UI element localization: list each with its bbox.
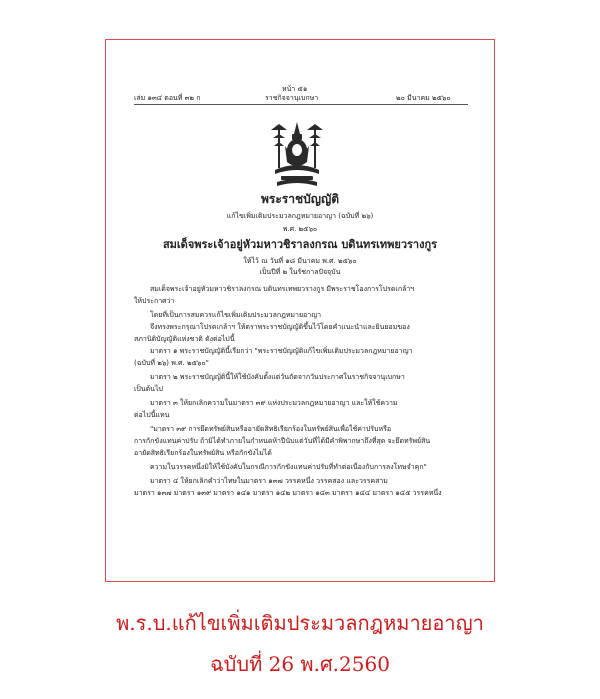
act-year: พ.ศ. ๒๕๖๐ bbox=[282, 225, 318, 233]
body-line: อายัดสิทธิเรียกร้องในทรัพย์สิน หรือกักขังไม่ได้ bbox=[134, 449, 272, 457]
body-line: "มาตรา ๓๙ การยึดทรัพย์สินหรืออายัดสิทธิเรียกร้องในทรัพย์สินเพื่อใช้ค่าปรับหรือ bbox=[150, 425, 392, 433]
body-line: มาตรา ๓ ให้ยกเลิกความในมาตรา ๓๙ แห่งประมวลกฎหมายอาญา และให้ใช้ความ bbox=[150, 399, 398, 407]
given-date: ให้ไว้ ณ วันที่ ๑๘ มีนาคม พ.ศ. ๒๕๖๐ bbox=[243, 257, 357, 265]
document-frame bbox=[105, 39, 495, 582]
header-date: ๒๐ มีนาคม ๒๕๖๐ bbox=[396, 94, 451, 102]
body-line: มาตรา ๔ ให้ยกเลิกคำว่าไทษในมาตรา ๑๓๗ วรรคหนึ่ง วรรคสอง และวรรคสาม bbox=[150, 477, 388, 485]
caption-subtitle: ฉบับที่ 26 พ.ศ.2560 bbox=[210, 652, 390, 676]
body-line: (ฉบับที่ ๒๖) พ.ศ. ๒๕๖๐" bbox=[134, 359, 209, 367]
header-rule bbox=[134, 104, 468, 105]
volume-info: เล่ม ๑๓๔ ตอนที่ ๓๒ ก bbox=[134, 94, 201, 102]
body-line: สภานิติบัญญัติแห่งชาติ ดังต่อไปนี้ bbox=[134, 335, 235, 343]
body-line: โดยที่เป็นการสมควรแก้ไขเพิ่มเติมประมวลกฎหมายอาญา bbox=[150, 311, 322, 319]
body-line: สมเด็จพระเจ้าอยู่หัวมหาวชิราลงกรณ บดินทรเทพยวรางกูร มีพระราชโองการโปรดเกล้าฯ bbox=[150, 285, 415, 293]
body-line: การกักขังแทนค่าปรับ ถ้ามิได้ทำภายในกำหนดห้าปีนับแต่วันที่ได้มีคำพิพากษาถึงที่สุด จะยึดทรัพย์สิน bbox=[134, 437, 431, 445]
gazette-page bbox=[106, 40, 494, 581]
body-line: ความในวรรคหนึ่งมิให้ใช้บังคับในกรณีการกักขังแทนค่าปรับที่ทำต่อเนื่องกับการลงโทษจำคุก" bbox=[150, 463, 427, 471]
body-line: เป็นต้นไป bbox=[134, 385, 163, 393]
gazette-name: ราชกิจจานุเบกษา bbox=[265, 94, 319, 102]
garuda-emblem-icon bbox=[265, 120, 329, 190]
reign-year: เป็นปีที่ ๒ ในรัชกาลปัจจุบัน bbox=[259, 268, 341, 276]
act-subtitle: แก้ไขเพิ่มเติมประมวลกฎหมายอาญา (ฉบับที่ ๒๖) bbox=[226, 212, 374, 220]
king-name: สมเด็จพระเจ้าอยู่หัวมหาวชิราลงกรณ บดินทรเทพยวรางกูร bbox=[162, 238, 438, 251]
body-line: ให้ประกาศว่า bbox=[134, 297, 175, 305]
body-line: จึงทรงพระกรุณาโปรดเกล้าฯ ให้ตราพระราชบัญญัติขึ้นไว้โดยคำแนะนำและยินยอมของ bbox=[150, 323, 410, 331]
act-title: พระราชบัญญัติ bbox=[261, 192, 339, 206]
body-line: มาตรา ๒ พระราชบัญญัตินี้ให้ใช้บังคับตั้งแต่วันถัดจากวันประกาศในราชกิจจานุเบกษา bbox=[150, 373, 405, 381]
body-line: ต่อไปนี้แทน bbox=[134, 411, 170, 419]
caption-title: พ.ร.บ.แก้ไขเพิ่มเติมประมวลกฎหมายอาญา bbox=[116, 611, 484, 635]
body-line: มาตรา ๑ พระราชบัญญัตินี้เรียกว่า "พระราชบัญญัติแก้ไขเพิ่มเติมประมวลกฎหมายอาญา bbox=[150, 347, 413, 355]
page-number: หน้า ๕๑ bbox=[282, 85, 308, 93]
body-line: มาตรา ๑๓๗ มาตรา ๑๓๙ มาตรา ๑๔๑ มาตรา ๑๔๒ มาตรา ๑๔๓ มาตรา ๑๔๔ มาตรา ๑๔๕ วรรคหนึ่ง bbox=[134, 489, 442, 497]
